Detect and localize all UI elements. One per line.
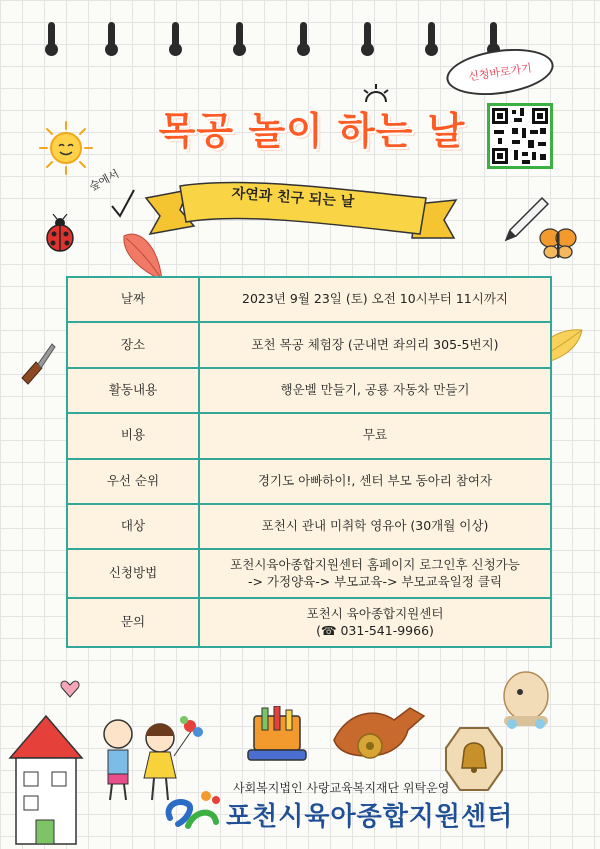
sun-icon <box>38 120 94 176</box>
wooden-toy-icon <box>496 670 556 730</box>
row-label: 날짜 <box>67 277 199 322</box>
binding-ring <box>364 22 371 52</box>
table-row <box>67 504 551 549</box>
org-name: 포천시육아종합지원센터 <box>226 802 514 832</box>
binding-ring <box>236 22 243 52</box>
wooden-bell-icon <box>444 726 504 792</box>
row-value-line: 포천시육아종합지원센터 홈페이지 로그인후 신청가능 <box>230 556 520 572</box>
heart-icon <box>60 680 80 698</box>
ribbon-subtitle: 자연과 친구 되는 날 <box>231 185 355 211</box>
binding-ring <box>108 22 115 52</box>
row-value <box>199 549 551 598</box>
table-row <box>67 598 551 647</box>
row-value: 2023년 9월 23일 (토) 오전 10시부터 11시까지 <box>199 277 551 322</box>
wooden-dinosaur-icon <box>328 700 428 770</box>
binding-ring <box>300 22 307 52</box>
event-info-table <box>66 276 552 648</box>
table-row <box>67 277 551 322</box>
row-value: 무료 <box>199 413 551 458</box>
row-value: 행운벨 만들기, 공룡 자동차 만들기 <box>199 368 551 413</box>
qr-code-icon <box>490 106 550 166</box>
row-value-line: (☎ 031-541-9966) <box>316 622 434 638</box>
binding-ring <box>490 22 497 52</box>
table-row <box>67 368 551 413</box>
qr-code[interactable] <box>487 103 553 169</box>
row-value: 포천 목공 체험장 (군내면 좌의리 305-5번지) <box>199 322 551 367</box>
row-value: 경기도 아빠하이!, 센터 부모 동아리 참여자 <box>199 459 551 504</box>
table-row <box>67 459 551 504</box>
row-label: 우선 순위 <box>67 459 199 504</box>
poster-title: 목공 놀이 하는 날 <box>158 109 466 153</box>
row-label: 대상 <box>67 504 199 549</box>
row-value <box>199 598 551 647</box>
row-label: 신청방법 <box>67 549 199 598</box>
row-label: 장소 <box>67 322 199 367</box>
row-value: 포천시 관내 미취학 영유아 (30개월 이상) <box>199 504 551 549</box>
table-row <box>67 322 551 367</box>
row-value-line: -> 가정양육-> 부모교육-> 부모교육일정 클릭 <box>247 573 503 589</box>
center-logo-icon <box>164 788 222 832</box>
table-row <box>67 549 551 598</box>
butterfly-icon <box>536 226 580 262</box>
laptop-tools-icon <box>244 706 310 770</box>
ladybug-icon <box>40 214 80 254</box>
check-arrow-icon <box>108 188 138 222</box>
chisel-tool-icon <box>18 340 58 386</box>
house-drawing-icon <box>6 712 86 846</box>
row-value-line: 포천시 육아종합지원센터 <box>306 605 444 621</box>
apply-shortcut-bubble[interactable] <box>443 43 556 102</box>
binding-ring <box>172 22 179 52</box>
row-label: 활동내용 <box>67 368 199 413</box>
binding-ring <box>428 22 435 52</box>
row-label: 문의 <box>67 598 199 647</box>
row-label: 비용 <box>67 413 199 458</box>
table-row <box>67 413 551 458</box>
apply-shortcut-label: 신청바로가기 <box>467 61 533 84</box>
binding-ring <box>48 22 55 52</box>
org-subtitle: 사회복지법인 사랑교육복지재단 위탁운영 <box>233 781 450 795</box>
handwritten-note: 숲에서 <box>87 167 122 194</box>
